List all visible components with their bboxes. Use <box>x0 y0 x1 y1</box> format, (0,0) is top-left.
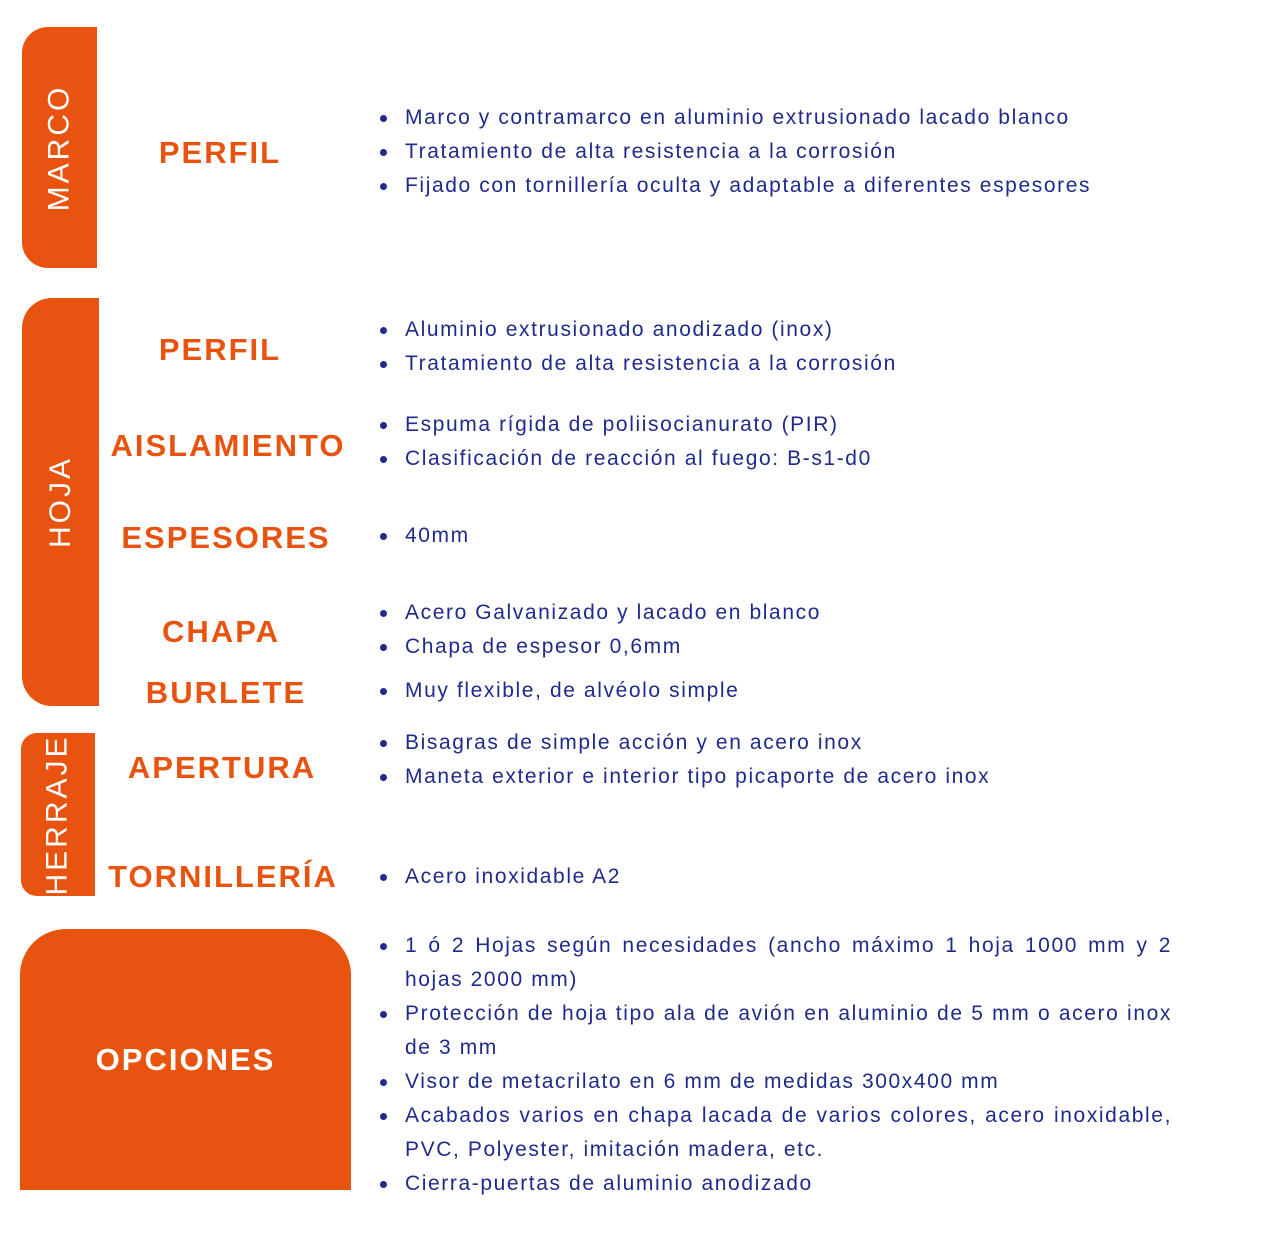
tornilleria-list <box>380 860 621 894</box>
chapa-list <box>380 596 821 664</box>
list-item: 1 ó 2 Hojas según necesidades (ancho máximo 1 hoja 1000 mm y 2 hojas 2000 mm) <box>380 929 1172 997</box>
list-item: Chapa de espesor 0,6mm <box>380 630 821 664</box>
list-item: Bisagras de simple acción y en acero inox <box>380 726 990 760</box>
row-label-marco-perfil: PERFIL <box>158 135 282 170</box>
section-tab-marco <box>22 27 97 268</box>
section-tab-hoja-label: HOJA <box>43 455 77 549</box>
apertura-list <box>380 726 990 794</box>
espesores-list <box>380 519 470 553</box>
hoja-perfil-list <box>380 313 897 381</box>
section-tab-hoja <box>22 298 99 706</box>
list-item: Muy flexible, de alvéolo simple <box>380 674 739 708</box>
list-item: Acabados varios en chapa lacada de varios colores, acero inoxidable, PVC, Polyester, imitación madera, etc. <box>380 1099 1172 1167</box>
list-item: Tratamiento de alta resistencia a la corrosión <box>380 347 897 381</box>
list-item: Marco y contramarco en aluminio extrusionado lacado blanco <box>380 101 1091 135</box>
section-tab-herraje-label: HERRAJE <box>41 733 74 896</box>
section-tab-opciones-label: OPCIONES <box>95 1041 276 1077</box>
section-tab-opciones <box>20 929 351 1190</box>
list-item: Visor de metacrilato en 6 mm de medidas 300x400 mm <box>380 1065 1172 1099</box>
row-label-aislamiento: AISLAMIENTO <box>110 428 346 463</box>
list-item: Acero inoxidable A2 <box>380 860 621 894</box>
list-item: Tratamiento de alta resistencia a la corrosión <box>380 135 1091 169</box>
aislamiento-list <box>380 408 872 476</box>
burlete-list <box>380 674 739 708</box>
list-item: Maneta exterior e interior tipo picaporte de acero inox <box>380 760 990 794</box>
row-label-hoja-perfil: PERFIL <box>158 332 282 367</box>
list-item: Protección de hoja tipo ala de avión en aluminio de 5 mm o acero inox de 3 mm <box>380 997 1172 1065</box>
list-item: Aluminio extrusionado anodizado (inox) <box>380 313 897 347</box>
section-tab-marco-label: MARCO <box>42 84 76 211</box>
opciones-list <box>380 929 1172 1201</box>
row-label-chapa: CHAPA <box>162 614 280 649</box>
list-item: Espuma rígida de poliisocianurato (PIR) <box>380 408 872 442</box>
section-tab-herraje <box>21 733 95 896</box>
list-item: Fijado con tornillería oculta y adaptable a diferentes espesores <box>380 169 1091 203</box>
row-label-tornilleria: TORNILLERÍA <box>108 859 338 894</box>
row-label-apertura: APERTURA <box>127 750 317 785</box>
row-label-burlete: BURLETE <box>145 675 307 710</box>
list-item: Cierra-puertas de aluminio anodizado <box>380 1167 1172 1201</box>
marco-perfil-list <box>380 101 1091 203</box>
list-item: 40mm <box>380 519 470 553</box>
list-item: Acero Galvanizado y lacado en blanco <box>380 596 821 630</box>
row-label-espesores: ESPESORES <box>121 520 331 555</box>
list-item: Clasificación de reacción al fuego: B-s1-d0 <box>380 442 872 476</box>
